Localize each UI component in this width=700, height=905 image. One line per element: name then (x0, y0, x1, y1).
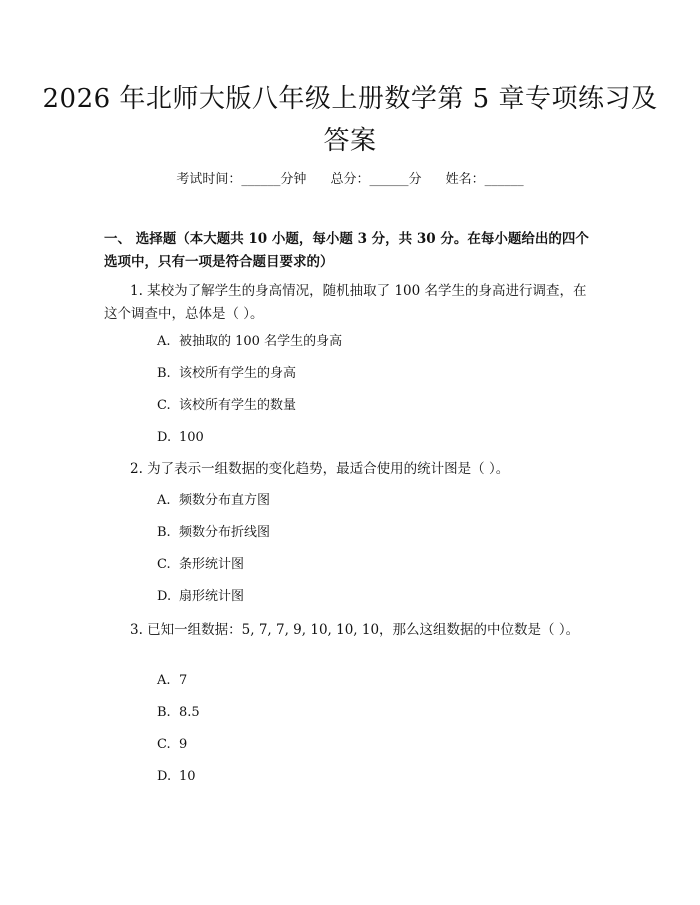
option-text: 频数分布折线图 (179, 525, 271, 540)
question-2-option-d (157, 588, 244, 606)
option-text: 该校所有学生的数量 (179, 398, 297, 413)
option-text: 被抽取的 100 名学生的身高 (179, 334, 343, 349)
option-letter: D. (157, 430, 172, 445)
question-3-option-d (157, 768, 196, 786)
option-text: 7 (179, 673, 188, 688)
question-2-option-b (157, 524, 270, 542)
option-text: 9 (179, 737, 188, 752)
option-text: 频数分布直方图 (179, 493, 271, 508)
option-text: 10 (179, 769, 196, 784)
option-letter: D. (157, 769, 172, 784)
option-letter: B. (157, 705, 171, 720)
option-letter: C. (157, 398, 171, 413)
question-1-stem: 1. 某校为了解学生的身高情况，随机抽取了 100 名学生的身高进行调查，在这个调查中，总体是（ ）。 (104, 283, 587, 322)
question-2-option-a (157, 492, 270, 510)
question-1-option-d (157, 429, 204, 447)
question-3-stem: 3. 已知一组数据：5, 7, 7, 9, 10, 10, 10，那么这组数据的中位数是（ ）。 (130, 622, 580, 638)
option-letter: B. (157, 525, 171, 540)
exam-meta (0, 168, 700, 187)
question-3-option-b (157, 704, 200, 722)
option-letter: C. (157, 737, 171, 752)
question-2-option-c (157, 556, 244, 574)
option-letter: B. (157, 366, 171, 381)
question-1-option-c (157, 397, 296, 415)
option-text: 100 (179, 430, 204, 445)
page-title: 2026 年北师大版八年级上册数学第 5 章专项练习及答案 (42, 84, 658, 156)
option-text: 该校所有学生的身高 (179, 366, 297, 381)
total-score-field: 总分：______分 (330, 172, 422, 187)
question-3-option-c (157, 736, 187, 754)
option-letter: A. (157, 334, 171, 349)
option-text: 条形统计图 (179, 557, 245, 572)
student-name-field: 姓名：______ (445, 172, 524, 187)
option-letter: D. (157, 589, 172, 604)
exam-time-field: 考试时间：______分钟 (176, 172, 307, 187)
question-1-option-b (157, 365, 296, 383)
option-text: 扇形统计图 (179, 589, 245, 604)
option-text: 8.5 (179, 705, 200, 720)
section-heading: 一、 选择题（本大题共 10 小题，每小题 3 分，共 30 分。在每小题给出的四个选项中，只有一项是符合题目要求的） (104, 231, 589, 270)
option-letter: A. (157, 493, 171, 508)
option-letter: A. (157, 673, 171, 688)
option-letter: C. (157, 557, 171, 572)
question-2-stem: 2. 为了表示一组数据的变化趋势，最适合使用的统计图是（ ）。 (130, 461, 510, 477)
question-1-option-a (157, 333, 342, 351)
question-3-option-a (157, 672, 187, 690)
